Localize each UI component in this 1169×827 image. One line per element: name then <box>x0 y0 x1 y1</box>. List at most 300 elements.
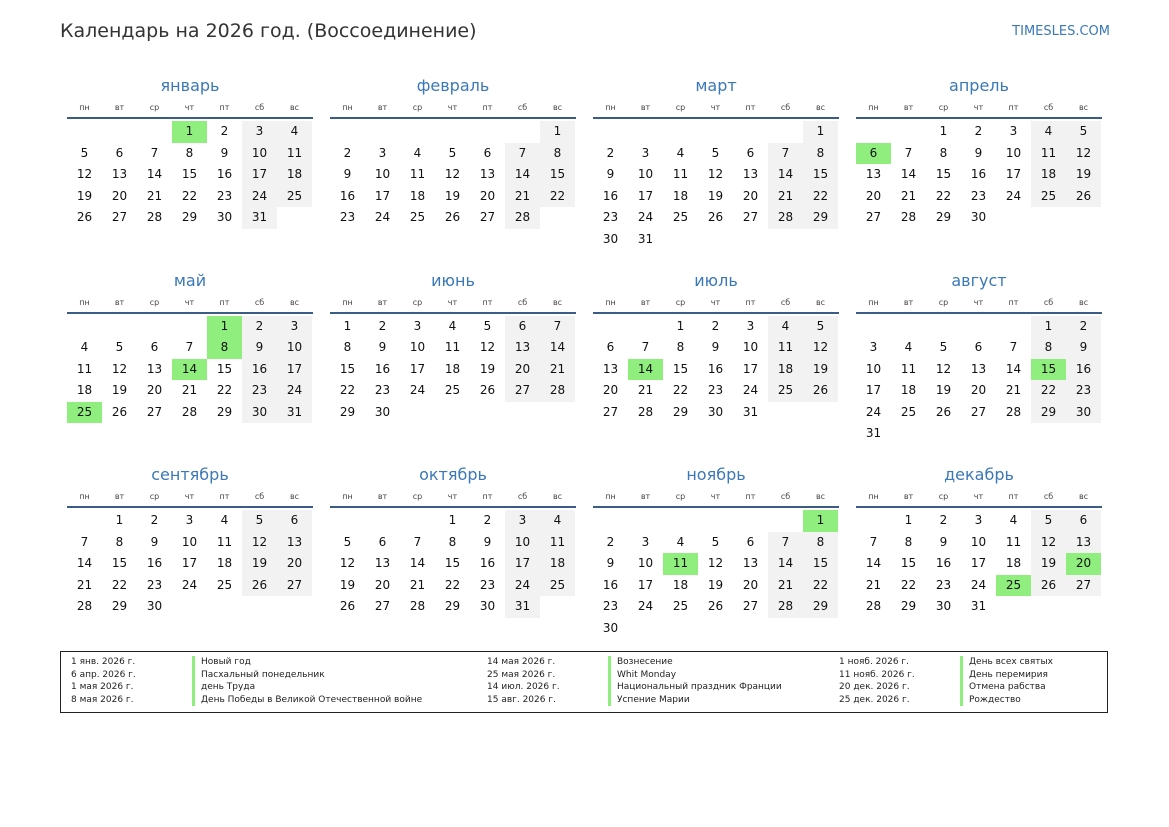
day-cell: 25 <box>216 577 233 592</box>
holiday-entry <box>487 669 839 682</box>
day-cell: 8 <box>1031 337 1066 359</box>
holiday-day: 14 <box>172 359 207 381</box>
day-cell: 17 <box>409 361 426 376</box>
day-cell: 4 <box>277 121 312 143</box>
month-name: август <box>951 270 1007 290</box>
day-cell: 13 <box>970 361 987 376</box>
empty-cell <box>768 121 803 143</box>
weekday-label: сб <box>517 492 528 501</box>
day-cell: 10 <box>970 534 987 549</box>
day-cell: 28 <box>768 207 803 229</box>
day-cell: 7 <box>150 145 159 160</box>
day-cell: 4 <box>1031 121 1066 143</box>
day-grid <box>330 510 576 618</box>
day-cell: 8 <box>939 145 948 160</box>
day-cell: 30 <box>479 599 496 614</box>
weekday-label: пн <box>868 103 879 112</box>
empty-cell <box>102 121 137 143</box>
day-cell: 31 <box>637 231 654 246</box>
day-cell: 2 <box>150 513 159 527</box>
day-cell: 1 <box>676 318 685 333</box>
day-cell: 4 <box>540 510 575 532</box>
day-cell: 27 <box>970 404 987 419</box>
holiday-day: 1 <box>803 510 838 532</box>
day-cell: 17 <box>865 383 882 398</box>
holiday-date: 15 авг. 2026 г. <box>487 694 556 705</box>
day-cell: 11 <box>900 361 917 376</box>
day-cell: 7 <box>505 143 540 165</box>
empty-cell <box>698 121 733 143</box>
weekday-label: вс <box>552 492 563 501</box>
day-cell: 18 <box>900 383 917 398</box>
day-cell: 29 <box>111 599 128 614</box>
day-cell: 24 <box>181 577 198 592</box>
day-cell: 12 <box>479 340 496 355</box>
day-cell: 26 <box>111 404 128 419</box>
empty-cell <box>733 510 768 532</box>
weekday-header <box>67 487 313 508</box>
day-cell: 22 <box>181 188 198 203</box>
weekday-label: сб <box>780 103 791 112</box>
weekday-label: вт <box>640 297 651 307</box>
day-cell: 8 <box>803 143 838 165</box>
day-cell: 26 <box>339 599 356 614</box>
day-cell: 8 <box>343 340 352 355</box>
empty-cell <box>768 510 803 532</box>
weekday-header <box>593 98 839 119</box>
weekday-label: сб <box>1043 492 1054 501</box>
day-cell: 21 <box>76 577 93 592</box>
day-cell: 20 <box>742 577 759 592</box>
day-cell: 28 <box>768 596 803 618</box>
weekday-label: пн <box>79 297 90 307</box>
day-cell: 18 <box>76 383 93 398</box>
empty-cell <box>400 510 435 532</box>
day-cell: 3 <box>242 121 277 143</box>
day-cell: 29 <box>181 210 198 225</box>
weekday-header <box>330 98 576 119</box>
day-cell: 21 <box>409 577 426 592</box>
day-cell: 6 <box>150 340 159 355</box>
day-cell: 16 <box>374 361 391 376</box>
weekday-label: ср <box>149 297 160 307</box>
day-cell: 15 <box>111 556 128 571</box>
empty-cell <box>891 121 926 143</box>
day-cell: 30 <box>374 404 391 419</box>
holiday-entry <box>839 669 1117 682</box>
month-calendar <box>593 74 839 269</box>
day-cell: 23 <box>339 210 356 225</box>
day-cell: 6 <box>483 145 492 160</box>
day-cell: 6 <box>277 510 312 532</box>
day-cell: 24 <box>742 383 759 398</box>
empty-cell <box>365 121 400 143</box>
day-cell: 9 <box>220 145 229 160</box>
day-cell: 20 <box>146 383 163 398</box>
months-grid <box>67 74 1102 658</box>
day-cell: 13 <box>111 167 128 182</box>
weekday-label: вс <box>815 297 826 307</box>
weekday-label: пт <box>482 103 493 112</box>
day-cell: 20 <box>111 188 128 203</box>
day-cell: 5 <box>115 340 124 355</box>
empty-cell <box>856 510 891 532</box>
empty-cell <box>330 510 365 532</box>
day-cell: 30 <box>602 620 619 635</box>
holiday-name: Пасхальный понедельник <box>192 669 325 682</box>
day-cell: 26 <box>242 575 277 597</box>
day-cell: 22 <box>803 186 838 208</box>
month-name: октябрь <box>419 465 487 484</box>
weekday-label: вс <box>289 297 300 307</box>
day-cell: 9 <box>711 340 720 355</box>
empty-cell <box>663 510 698 532</box>
weekday-label: пн <box>79 103 90 112</box>
day-cell: 1 <box>540 121 575 143</box>
day-cell: 10 <box>1005 145 1022 160</box>
weekday-label: вс <box>815 103 826 112</box>
day-cell: 13 <box>742 556 759 571</box>
day-cell: 13 <box>277 532 312 554</box>
month-name: апрель <box>949 76 1009 95</box>
day-cell: 6 <box>1066 510 1101 532</box>
day-cell: 13 <box>374 556 391 571</box>
day-cell: 11 <box>216 534 233 549</box>
day-cell: 13 <box>865 167 882 182</box>
month-name: июль <box>694 270 738 290</box>
day-cell: 19 <box>479 361 496 376</box>
month-calendar <box>67 463 313 658</box>
holiday-name: Вознесение <box>608 656 673 669</box>
day-cell: 18 <box>409 188 426 203</box>
month-calendar <box>856 463 1102 658</box>
day-cell: 29 <box>339 404 356 419</box>
day-cell: 27 <box>865 210 882 225</box>
weekday-label: чт <box>447 103 458 112</box>
day-cell: 25 <box>900 404 917 419</box>
day-cell: 27 <box>742 210 759 225</box>
day-cell: 23 <box>1066 380 1101 402</box>
day-cell: 22 <box>444 577 461 592</box>
day-cell: 18 <box>1031 164 1066 186</box>
day-cell: 27 <box>146 404 163 419</box>
day-cell: 22 <box>900 577 917 592</box>
day-cell: 17 <box>181 556 198 571</box>
day-cell: 9 <box>343 167 352 182</box>
day-cell: 17 <box>742 361 759 376</box>
day-cell: 26 <box>1066 186 1101 208</box>
empty-cell <box>698 510 733 532</box>
day-cell: 2 <box>939 513 948 527</box>
empty-cell <box>996 316 1031 338</box>
holiday-day: 11 <box>663 553 698 575</box>
day-cell: 22 <box>803 575 838 597</box>
day-cell: 8 <box>115 534 124 549</box>
day-cell: 24 <box>637 599 654 614</box>
day-cell: 3 <box>505 510 540 532</box>
day-cell: 10 <box>181 534 198 549</box>
day-cell: 23 <box>935 577 952 592</box>
holiday-date: 11 нояб. 2026 г. <box>839 669 915 680</box>
holiday-day: 25 <box>67 402 102 424</box>
day-cell: 27 <box>277 575 312 597</box>
holiday-entry <box>71 669 487 682</box>
holiday-entry <box>71 681 487 694</box>
weekday-label: сб <box>780 492 791 501</box>
day-cell: 5 <box>1031 510 1066 532</box>
weekday-label: чт <box>973 297 984 307</box>
day-cell: 28 <box>146 210 163 225</box>
day-cell: 29 <box>935 210 952 225</box>
weekday-header <box>856 487 1102 508</box>
weekday-label: вс <box>1078 297 1089 307</box>
day-cell: 26 <box>707 210 724 225</box>
holiday-entry <box>839 681 1117 694</box>
day-cell: 28 <box>637 404 654 419</box>
day-cell: 12 <box>242 532 277 554</box>
day-cell: 29 <box>216 404 233 419</box>
day-cell: 16 <box>339 188 356 203</box>
day-cell: 15 <box>900 556 917 571</box>
day-cell: 12 <box>339 556 356 571</box>
day-cell: 16 <box>602 188 619 203</box>
day-cell: 26 <box>803 380 838 402</box>
holiday-day: 25 <box>996 575 1031 597</box>
day-cell: 11 <box>768 337 803 359</box>
weekday-label: пн <box>868 492 879 501</box>
day-cell: 23 <box>970 188 987 203</box>
day-cell: 7 <box>413 534 422 549</box>
day-grid <box>67 510 313 618</box>
weekday-label: ср <box>675 103 686 112</box>
day-cell: 1 <box>448 513 457 527</box>
day-cell: 5 <box>1066 121 1101 143</box>
holiday-entry <box>487 656 839 669</box>
day-cell: 4 <box>413 145 422 160</box>
day-cell: 24 <box>409 383 426 398</box>
day-cell: 20 <box>277 553 312 575</box>
empty-cell <box>856 316 891 338</box>
holiday-day: 14 <box>628 359 663 381</box>
day-cell: 12 <box>76 167 93 182</box>
day-cell: 14 <box>900 167 917 182</box>
day-cell: 10 <box>742 340 759 355</box>
day-cell: 18 <box>1005 556 1022 571</box>
day-cell: 11 <box>1031 143 1066 165</box>
day-cell: 22 <box>339 383 356 398</box>
empty-cell <box>628 510 663 532</box>
day-cell: 8 <box>540 143 575 165</box>
holiday-name: день Труда <box>192 681 255 694</box>
empty-cell <box>470 121 505 143</box>
day-cell: 7 <box>869 534 878 549</box>
day-cell: 26 <box>1031 575 1066 597</box>
day-cell: 11 <box>540 532 575 554</box>
day-cell: 8 <box>803 532 838 554</box>
day-cell: 7 <box>768 143 803 165</box>
site-link[interactable]: TIMESLES.COM <box>1012 24 1110 39</box>
day-cell: 11 <box>444 340 461 355</box>
day-cell: 16 <box>1066 359 1101 381</box>
day-cell: 13 <box>505 337 540 359</box>
weekday-label: сб <box>517 103 528 112</box>
day-cell: 7 <box>768 532 803 554</box>
day-cell: 13 <box>1066 532 1101 554</box>
day-cell: 23 <box>146 577 163 592</box>
weekday-header <box>67 98 313 119</box>
day-cell: 27 <box>374 599 391 614</box>
weekday-label: чт <box>710 297 721 307</box>
day-cell: 5 <box>242 510 277 532</box>
holiday-date: 1 мая 2026 г. <box>71 682 134 693</box>
day-cell: 14 <box>146 167 163 182</box>
day-cell: 3 <box>869 340 878 355</box>
day-cell: 22 <box>1031 380 1066 402</box>
day-cell: 14 <box>865 556 882 571</box>
day-cell: 18 <box>768 359 803 381</box>
day-cell: 31 <box>505 596 540 618</box>
day-cell: 15 <box>181 167 198 182</box>
day-cell: 17 <box>970 556 987 571</box>
weekday-label: пн <box>605 492 616 501</box>
day-cell: 16 <box>479 556 496 571</box>
month-calendar <box>856 74 1102 269</box>
day-cell: 12 <box>935 361 952 376</box>
empty-cell <box>733 121 768 143</box>
holiday-date: 14 июл. 2026 г. <box>487 682 560 693</box>
empty-cell <box>67 510 102 532</box>
day-cell: 15 <box>803 553 838 575</box>
weekday-label: сб <box>1043 297 1054 307</box>
day-cell: 4 <box>676 534 685 549</box>
day-cell: 3 <box>378 145 387 160</box>
day-cell: 6 <box>974 340 983 355</box>
weekday-label: пт <box>482 297 493 307</box>
day-cell: 4 <box>768 316 803 338</box>
weekday-label: ср <box>938 297 949 307</box>
day-cell: 2 <box>220 124 229 138</box>
weekday-label: вт <box>114 297 125 307</box>
day-cell: 25 <box>277 186 312 208</box>
day-cell: 29 <box>444 599 461 614</box>
holiday-name: Новый год <box>192 656 251 669</box>
day-cell: 16 <box>602 577 619 592</box>
weekday-label: ср <box>675 492 686 501</box>
weekday-label: чт <box>710 492 721 501</box>
holiday-date: 25 дек. 2026 г. <box>839 694 910 705</box>
month-calendar <box>593 269 839 464</box>
holiday-entry <box>839 656 1117 669</box>
day-cell: 21 <box>1005 383 1022 398</box>
day-cell: 30 <box>1066 402 1101 424</box>
day-cell: 7 <box>1009 340 1018 355</box>
day-cell: 20 <box>479 188 496 203</box>
day-cell: 29 <box>803 596 838 618</box>
day-cell: 21 <box>900 188 917 203</box>
day-cell: 19 <box>111 383 128 398</box>
day-grid <box>856 316 1102 446</box>
day-cell: 2 <box>343 145 352 160</box>
day-cell: 20 <box>602 383 619 398</box>
month-name: декабрь <box>944 465 1014 484</box>
month-name: сентябрь <box>151 465 229 484</box>
weekday-label: ср <box>412 492 423 501</box>
day-cell: 21 <box>181 383 198 398</box>
day-cell: 26 <box>935 404 952 419</box>
day-cell: 30 <box>935 599 952 614</box>
day-cell: 5 <box>803 316 838 338</box>
day-cell: 25 <box>672 599 689 614</box>
day-grid <box>593 121 839 251</box>
day-cell: 14 <box>768 553 803 575</box>
day-cell: 17 <box>242 164 277 186</box>
day-cell: 15 <box>540 164 575 186</box>
empty-cell <box>330 121 365 143</box>
month-calendar <box>856 269 1102 464</box>
day-grid <box>330 121 576 229</box>
day-cell: 12 <box>803 337 838 359</box>
empty-cell <box>926 316 961 338</box>
day-cell: 14 <box>76 556 93 571</box>
day-cell: 7 <box>904 145 913 160</box>
day-cell: 10 <box>637 556 654 571</box>
day-grid <box>67 121 313 229</box>
day-cell: 14 <box>540 337 575 359</box>
day-cell: 29 <box>1031 402 1066 424</box>
day-cell: 27 <box>111 210 128 225</box>
day-cell: 23 <box>242 380 277 402</box>
day-grid <box>593 316 839 424</box>
weekday-label: чт <box>447 297 458 307</box>
weekday-label: вт <box>903 297 914 307</box>
holiday-date: 1 нояб. 2026 г. <box>839 657 910 667</box>
holiday-entry <box>839 694 1117 707</box>
day-cell: 31 <box>242 207 277 229</box>
weekday-label: сб <box>254 103 265 112</box>
day-cell: 12 <box>1031 532 1066 554</box>
day-cell: 29 <box>803 207 838 229</box>
weekday-header <box>330 487 576 508</box>
day-cell: 26 <box>707 599 724 614</box>
holiday-day: 8 <box>207 337 242 359</box>
day-cell: 11 <box>672 167 689 182</box>
day-cell: 15 <box>935 167 952 182</box>
holiday-name: Рождество <box>960 694 1021 707</box>
day-cell: 9 <box>378 340 387 355</box>
holiday-day: 1 <box>207 316 242 338</box>
holiday-name: Отмена рабства <box>960 681 1046 694</box>
day-cell: 3 <box>974 513 983 527</box>
day-cell: 16 <box>935 556 952 571</box>
month-calendar <box>330 463 576 658</box>
day-cell: 1 <box>803 121 838 143</box>
weekday-label: пт <box>745 103 756 112</box>
holiday-name: Успение Марии <box>608 694 690 707</box>
day-cell: 30 <box>146 599 163 614</box>
day-cell: 9 <box>606 556 615 571</box>
day-cell: 27 <box>742 599 759 614</box>
weekday-header <box>593 487 839 508</box>
day-cell: 10 <box>409 340 426 355</box>
weekday-label: вс <box>289 492 300 501</box>
holiday-day: 6 <box>856 143 891 165</box>
empty-cell <box>505 121 540 143</box>
day-cell: 13 <box>146 361 163 376</box>
day-cell: 7 <box>80 534 89 549</box>
day-cell: 19 <box>242 553 277 575</box>
day-cell: 26 <box>479 383 496 398</box>
day-cell: 7 <box>641 340 650 355</box>
